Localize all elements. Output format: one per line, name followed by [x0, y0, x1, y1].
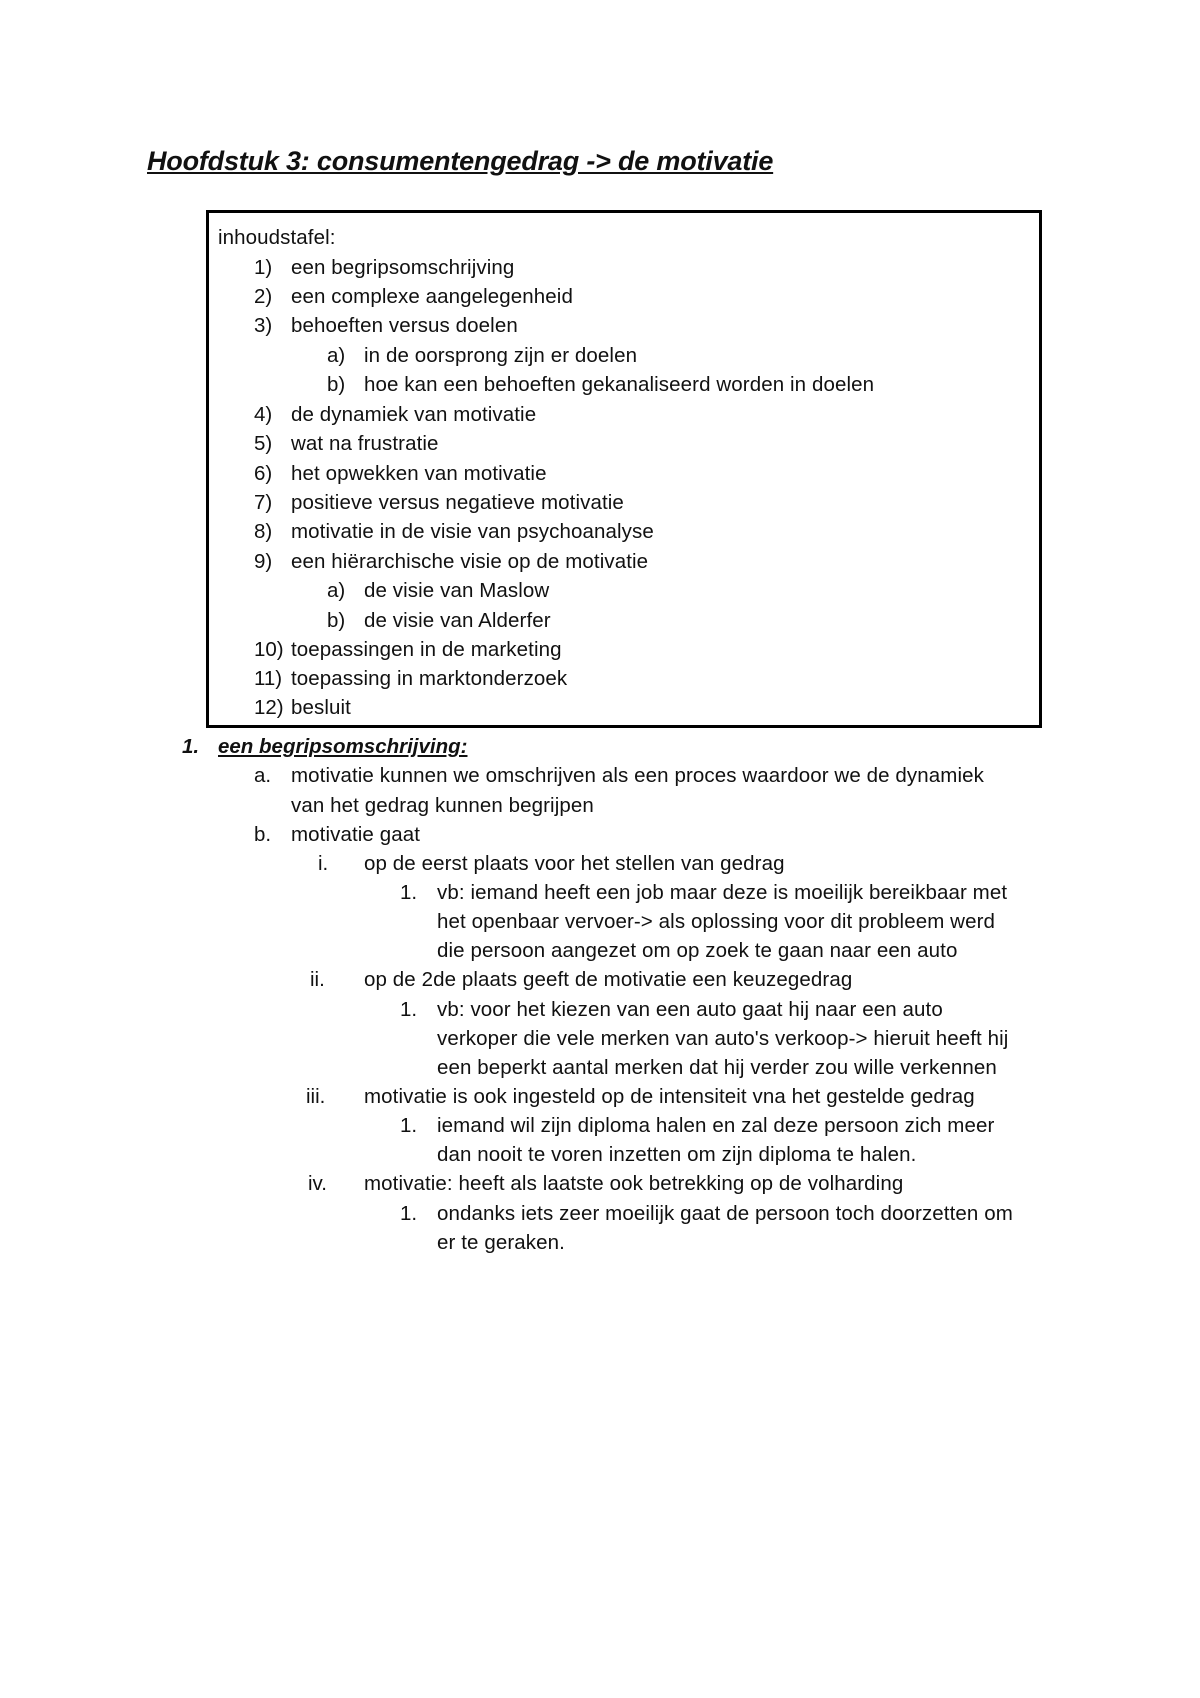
toc-item-number: 9): [254, 550, 273, 573]
paragraph-line: van het gedrag kunnen begrijpen: [291, 794, 594, 817]
roman-marker: iv.: [308, 1172, 327, 1195]
list-marker: 1.: [400, 1202, 418, 1225]
toc-subitem-label: de visie van Alderfer: [364, 609, 551, 632]
paragraph-line: ondanks iets zeer moeilijk gaat de persoon toch doorzetten om: [437, 1202, 1013, 1225]
toc-item-label: wat na frustratie: [291, 432, 439, 455]
toc-item-label: een hiërarchische visie op de motivatie: [291, 550, 649, 573]
paragraph-line: het openbaar vervoer-> als oplossing voor dit probleem werd: [437, 910, 995, 933]
toc-item-number: 10): [254, 638, 284, 661]
toc-subitem-label: hoe kan een behoeften gekanaliseerd worden in doelen: [364, 373, 875, 396]
toc-item-number: 4): [254, 403, 273, 426]
toc-item-number: 12): [254, 696, 284, 719]
toc-item-number: 6): [254, 462, 273, 485]
list-marker: 1.: [400, 1114, 418, 1137]
toc-item-number: 7): [254, 491, 273, 514]
toc-item-label: behoeften versus doelen: [291, 314, 518, 337]
toc-item-label: positieve versus negatieve motivatie: [291, 491, 624, 514]
list-marker: b.: [254, 823, 272, 846]
toc-subitem-label: de visie van Maslow: [364, 579, 550, 602]
paragraph-line: motivatie: heeft als laatste ook betrekking op de volharding: [364, 1172, 904, 1195]
toc-item-label: besluit: [291, 696, 351, 719]
toc-item-label: motivatie in de visie van psychoanalyse: [291, 520, 654, 543]
paragraph-line: verkoper die vele merken van auto's verkoop-> hieruit heeft hij: [437, 1027, 1009, 1050]
toc-item-label: het opwekken van motivatie: [291, 462, 547, 485]
paragraph-line: motivatie kunnen we omschrijven als een proces waardoor we de dynamiek: [291, 764, 984, 787]
list-marker: 1.: [400, 998, 418, 1021]
toc-item-label: de dynamiek van motivatie: [291, 403, 537, 426]
list-marker: 1.: [400, 881, 418, 904]
paragraph-line: vb: iemand heeft een job maar deze is moeilijk bereikbaar met: [437, 881, 1008, 904]
roman-marker: iii.: [306, 1085, 326, 1108]
toc-item-number: 3): [254, 314, 273, 337]
toc-item-number: 2): [254, 285, 273, 308]
toc-subitem-label: in de oorsprong zijn er doelen: [364, 344, 638, 367]
paragraph-line: motivatie is ook ingesteld op de intensiteit vna het gestelde gedrag: [364, 1085, 975, 1108]
paragraph-line: dan nooit te voren inzetten om zijn diploma te halen.: [437, 1143, 917, 1166]
toc-item-label: een begripsomschrijving: [291, 256, 515, 279]
paragraph-line: iemand wil zijn diploma halen en zal deze persoon zich meer: [437, 1114, 995, 1137]
toc-subitem-letter: a): [327, 344, 346, 367]
paragraph-line: motivatie gaat: [291, 823, 421, 846]
list-marker: a.: [254, 764, 272, 787]
page-title: Hoofdstuk 3: consumentengedrag -> de motivatie: [147, 146, 774, 176]
roman-marker: ii.: [310, 968, 325, 991]
section-heading: een begripsomschrijving:: [218, 735, 468, 758]
toc-item-label: een complexe aangelegenheid: [291, 285, 573, 308]
toc-item-number: 8): [254, 520, 273, 543]
paragraph-line: vb: voor het kiezen van een auto gaat hij naar een auto: [437, 998, 943, 1021]
paragraph-line: op de 2de plaats geeft de motivatie een keuzegedrag: [364, 968, 853, 991]
paragraph-line: op de eerst plaats voor het stellen van gedrag: [364, 852, 785, 875]
toc-item-number: 5): [254, 432, 273, 455]
toc-subitem-letter: a): [327, 579, 346, 602]
section-number: 1.: [182, 735, 200, 758]
toc-item-number: 11): [254, 667, 283, 690]
toc-subitem-letter: b): [327, 373, 346, 396]
paragraph-line: er te geraken.: [437, 1231, 565, 1254]
toc-heading: inhoudstafel:: [218, 226, 336, 249]
toc-item-number: 1): [254, 256, 273, 279]
toc-subitem-letter: b): [327, 609, 346, 632]
roman-marker: i.: [318, 852, 329, 875]
paragraph-line: een beperkt aantal merken dat hij verder zou wille verkennen: [437, 1056, 997, 1079]
toc-item-label: toepassing in marktonderzoek: [291, 667, 568, 690]
paragraph-line: die persoon aangezet om op zoek te gaan naar een auto: [437, 939, 958, 962]
toc-item-label: toepassingen in de marketing: [291, 638, 562, 661]
